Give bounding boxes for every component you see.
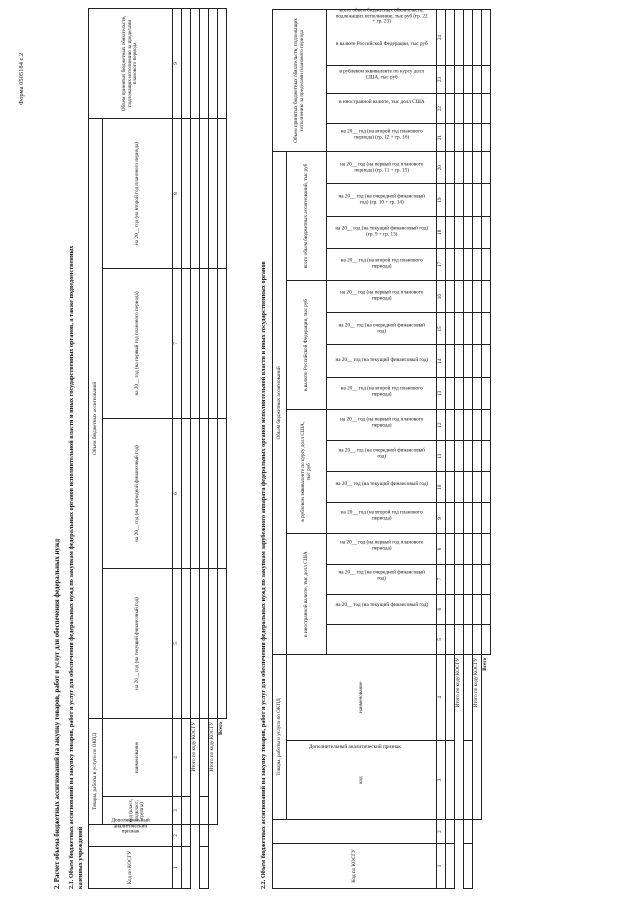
s1-col-name: наименование xyxy=(103,718,173,796)
s1-grand-total-row xyxy=(218,8,227,888)
s2-data-row xyxy=(446,10,455,889)
s1-col-dop-priznak: Дополнительный аналитический признак xyxy=(89,825,173,847)
s2-col-budget-volume: Объем бюджетных ассигнований xyxy=(273,152,287,655)
s1-col-obligations: Объем принятых бюджетных обязательств, подлежащих исполнению за пределами планового периода xyxy=(89,8,173,118)
s2-sub-ob-rub-usd: в рублевом эквиваленте по курсу долл США, тыс руб xyxy=(327,94,437,124)
s2-col-name: наименование xyxy=(287,654,437,740)
s2-sub-ob-rub-rf: в валюте Российской Федерации, тыс руб xyxy=(327,66,437,94)
s2-num: 12 xyxy=(437,409,446,440)
s2-col-code: код xyxy=(287,740,437,820)
s2-col-goods: Товары, работы и услуги по ОКПД xyxy=(273,654,287,819)
s2-sub-r3: на 20__ год (на второй год планового периода) xyxy=(327,409,437,440)
s1-col-y2: на 20__ год (на первый год планового периода) xyxy=(103,268,173,418)
s1-total-row-1 xyxy=(191,8,200,888)
s2-sub-rf3: на 20__ год (на второй год планового периода) xyxy=(327,281,437,313)
s2-sub-ob-total: всего объем бюджетных обязательств, подлежащих исполнению, тыс руб (гр. 22 + гр. 23) xyxy=(327,10,437,66)
s2-num: 2 xyxy=(437,820,446,844)
s1-total-row-2 xyxy=(209,8,218,888)
s2-sub-rf0: на 20__ год (на текущий финансовый год) xyxy=(327,377,437,409)
section1-table xyxy=(88,8,227,889)
s1-col-y0: на 20__ год (на текущий финансовый год) xyxy=(103,568,173,718)
section2-table xyxy=(272,9,491,889)
form-title: Форма 0505184 с.2 xyxy=(18,52,25,105)
s1-col-budget-volume: Объем бюджетных ассигнований xyxy=(89,118,103,718)
s1-num: 3 xyxy=(173,797,182,825)
s2-total-row-1 xyxy=(455,10,464,889)
s2-sub-r2: на 20__ год (на первый год планового периода) xyxy=(327,441,437,472)
s2-num: 16 xyxy=(437,281,446,313)
s2-num: 17 xyxy=(437,248,446,280)
s1-grand-total: Всего xyxy=(218,721,225,735)
s2-num: 21 xyxy=(437,124,446,152)
s2-sub-r0: на 20__ год (на текущий финансовый год) xyxy=(327,503,437,534)
s2-num: 4 xyxy=(437,654,446,740)
s2-num: 7 xyxy=(437,564,446,594)
s2-col-rub-usd: в рублевом эквиваленте по курсу долл США, тыс руб xyxy=(287,409,327,534)
s1-col-y1: на 20__ год (на очередной финансовый год) xyxy=(103,418,173,568)
s1-num: 4 xyxy=(173,718,182,796)
s2-num: 8 xyxy=(437,534,446,564)
s2-num: 1 xyxy=(437,843,446,888)
s1-total-kosgu-2: Итого по коду КОСГУ xyxy=(209,718,218,824)
s2-num: 22 xyxy=(437,94,446,124)
s2-sub-t0: на 20__ год (на текущий финансовый год) (гр. 9 + гр. 13) xyxy=(327,248,437,280)
s2-total-row-2 xyxy=(473,10,482,889)
s2-num: 13 xyxy=(437,377,446,409)
s1-num: 1 xyxy=(173,847,182,889)
s2-num: 20 xyxy=(437,152,446,184)
s1-num: 7 xyxy=(173,268,182,418)
s1-col-kosgu: Код по КОСГУ xyxy=(89,847,173,889)
s1-num: 5 xyxy=(173,568,182,718)
s2-col-total-budget: всего объем бюджетных ассигнований, тыс руб xyxy=(287,152,327,281)
s2-num: 15 xyxy=(437,313,446,345)
heading-main: 2. Расчет объема бюджетных ассигнований на закупку товаров, работ и услуг для обеспечения федеральных нужд xyxy=(54,538,61,889)
s2-sub-ob-foreign: в иностранной валюте, тыс долл США xyxy=(327,124,437,152)
s2-num: 14 xyxy=(437,345,446,377)
s2-col-rub-rf: в валюте Российской Федерации, тыс руб xyxy=(287,281,327,410)
section1-title-line2: казенных учреждений xyxy=(77,826,84,889)
s1-data-row xyxy=(182,8,191,888)
s2-num: 9 xyxy=(437,503,446,534)
s2-num: 23 xyxy=(437,66,446,94)
s1-data-row-2 xyxy=(200,8,209,888)
s2-sub-r1: на 20__ год (на очередной финансовый год) xyxy=(327,472,437,503)
s2-num: 11 xyxy=(437,441,446,472)
s2-total-kosgu-2: Итого по коду КОСГУ xyxy=(473,654,482,819)
s2-num: 19 xyxy=(437,184,446,216)
s2-sub-f3: на 20__ год (на второй год планового периода) xyxy=(327,534,437,564)
s2-col-kosgu: Код по КОСГУ xyxy=(273,843,437,888)
s2-sub-f1: на 20__ год (на очередной финансовый год) xyxy=(327,594,437,624)
s2-grand-total-row xyxy=(482,10,491,889)
s1-col-y3: на 20__ год (на второй год планового периода) xyxy=(103,118,173,268)
s2-sub-f2: на 20__ год (на первый год планового периода) xyxy=(327,564,437,594)
s2-num: 3 xyxy=(437,740,446,820)
s2-num: 6 xyxy=(437,594,446,624)
s2-col-dop-priznak: Дополнительный аналитический признак xyxy=(273,820,437,844)
s1-col-goods: Товары, работы и услуги по ОКПД xyxy=(89,718,103,824)
s2-col-obligations: Объем принятых бюджетных обязательств, подлежащих исполнению за пределами планового периода xyxy=(273,10,327,152)
s1-num: 8 xyxy=(173,118,182,268)
section1-title-line1: 2.1. Объем бюджетных ассигнований на закупку товаров, работ и услуг для обеспечения федеральных нужд по закупкам федеральных органов исполнительной власти и иных государственных органов, а также подведомственных xyxy=(68,245,75,889)
s2-num: 5 xyxy=(437,624,446,654)
s2-sub-f0: на 20__ год (на текущий финансовый год) xyxy=(327,624,437,654)
s2-sub-t2: на 20__ год (на первый год планового периода) (гр. 11 + гр. 15) xyxy=(327,184,437,216)
s2-num: 18 xyxy=(437,216,446,248)
s1-num: 6 xyxy=(173,418,182,568)
s1-col-code: код (класс, подкласс, группа) xyxy=(103,797,173,825)
section2-title: 2.2. Объем бюджетных ассигнований на закупку товаров, работ и услуг для обеспечения федеральных нужд по закупкам зарубежного аппарата федеральных органов исполнительной власти и иных государственных органов xyxy=(260,261,267,889)
s2-sub-t3: на 20__ год (на второй год планового периода) (гр. 12 + гр. 16) xyxy=(327,152,437,184)
s2-sub-rf1: на 20__ год (на очередной финансовый год) xyxy=(327,345,437,377)
s1-num: 9 xyxy=(173,8,182,118)
s1-total-kosgu-1: Итого по коду КОСГУ xyxy=(191,718,200,824)
s2-total-kosgu-1: Итого по коду КОСГУ xyxy=(455,654,464,819)
s2-num: 24 xyxy=(437,10,446,66)
s1-number-row xyxy=(173,8,182,888)
s2-col-foreign-currency: в иностранной валюте, тыс долл США xyxy=(287,534,327,654)
s2-data-row-2 xyxy=(464,10,473,889)
s2-sub-t1: на 20__ год (на очередной финансовый год) (гр. 10 + гр. 14) xyxy=(327,216,437,248)
s2-num: 10 xyxy=(437,472,446,503)
s2-sub-rf2: на 20__ год (на первый год планового периода) xyxy=(327,313,437,345)
s2-number-row xyxy=(437,10,446,889)
s2-grand-total: Всего xyxy=(482,657,489,671)
s1-num: 2 xyxy=(173,825,182,847)
